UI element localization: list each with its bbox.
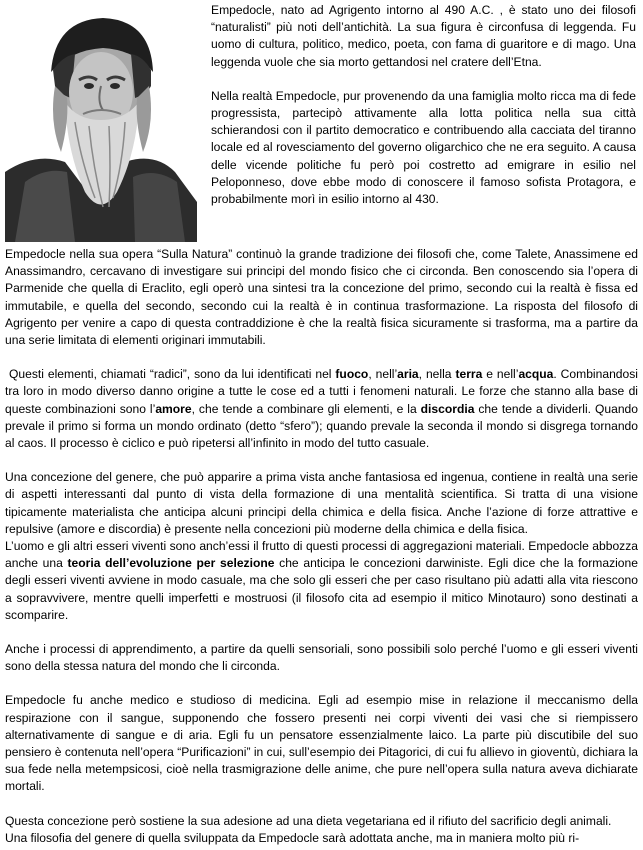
paragraph-6: L’uomo e gli altri esseri viventi sono anch’essi il frutto di questi processi di aggregazioni materiali. Empedocle abbozza anche una teoria dell’evoluzione per selezione che anticipa le concezioni darwiniste. Egli dice che la formazione degli esseri viventi avviene in modo casuale, ma che solo gli esseri che per caso risultano più adatti alla vita riescono a sopravvivere, mentre quelli imperfetti e mostruosi (il filosofo cita ad esempio il mitico Minotauro) sono destinati a scomparire. <box>5 539 638 622</box>
main-text <box>5 246 638 847</box>
bold-term: teoria dell’evoluzione per selezione <box>67 556 275 571</box>
intro-text <box>211 2 636 246</box>
intro-paragraph-2: Nella realtà Empedocle, pur provenendo da una famiglia molto ricca ma di fede progressista, partecipò attivamente alla lotta politica nella sua città schierandosi con il partito democratico e contribuendo alla cacciata del tiranno locale ed al rovesciamento del governo oligarchico che ne era seguito. A causa delle vicende politiche fu però poi costretto ad emigrare in esilio nel Peloponneso, dove ebbe modo di conoscere il famoso sofista Protagora, e probabilmente morì in esilio intorno al 430. <box>211 88 636 207</box>
paragraph-7: Anche i processi di apprendimento, a partire da quelli sensoriali, sono possibili solo perché l’uomo e gli esseri viventi sono della stessa natura del mondo che li circonda. <box>5 642 638 674</box>
paragraph-10: Una filosofia del genere di quella sviluppata da Empedocle sarà adottata anche, ma in maniera molto più ri- <box>5 830 580 845</box>
bold-term: amore <box>155 401 192 416</box>
bold-term: fuoco <box>335 367 369 382</box>
header-section <box>5 0 638 246</box>
document-page <box>5 0 638 847</box>
paragraph-3: Empedocle nella sua opera “Sulla Natura” continuò la grande tradizione dei filosofi che, come Talete, Anassimene ed Anassimandro, cercavano di investigare sui principi del mondo fisico che ci circonda. Ben conoscendo sia l’opera di Parmenide che quella di Eraclito, egli operò una sintesi tra la concezione del primo, secondo cui la realtà è fissa ed immutabile, e quella del secondo, secondo cui la realtà è in continua trasformazione. La risposta del filosofo di Agrigento per venire a capo di questa contraddizione è che la realtà fisica sicuramente si trasforma, ma a partire da una serie limitata di elementi originari immutabili. <box>5 247 638 348</box>
bold-term: terra <box>455 367 483 382</box>
paragraph-4: Questi elementi, chiamati “radici”, sono da lui identificati nel fuoco, nell’aria, nella terra e nell’acqua. Combinandosi tra loro in modo diverso danno origine a tutte le cose ed a tutti i fenomeni naturali. Le forze che stanno alla base di queste combinazioni sono l’amore, che tende a combinare gli elementi, e la discordia che tende a dividerli. Quando prevale il primo si forma un mondo ordinato (detto “sfero”); quando prevale la seconda il mondo si disgrega tornando al caos. Il processo è ciclico e può ripetersi all’infinito in modo del tutto casuale. <box>5 367 639 451</box>
bold-term: discordia <box>420 401 475 416</box>
bold-term: aria <box>397 367 419 382</box>
intro-paragraph-1: Empedocle, nato ad Agrigento intorno al 490 A.C. , è stato uno dei filosofi “naturalisti” più noti dell’antichità. La sua figura è circonfusa di leggenda. Fu uomo di cultura, politico, medico, poeta, con fama di guaritore e di mago. Una leggenda vuole che sia morto gettandosi nel cratere dell’Etna. <box>211 3 636 69</box>
paragraph-9: Questa concezione però sostiene la sua adesione ad una dieta vegetariana ed il rifiuto del sacrificio degli animali. <box>5 813 612 828</box>
bold-term: acqua <box>518 367 554 382</box>
paragraph-8: Empedocle fu anche medico e studioso di medicina. Egli ad esempio mise in relazione il meccanismo della respirazione con il sangue, supponendo che fossero presenti nei corpi viventi dei vasi che si riempissero alternativamente di sangue e di aria. Egli fu un pensatore essenzialmente laico. La parte più discutibile del suo pensiero è contenuta nell’opera “Purificazioni” in cui, sull’esempio dei Pitagorici, di cui fu allievo in gioventù, dichiara la sua fede nella metempsicosi, cioè nella trasmigrazione delle anime, che pure nell’opera sulla natura aveva dichiarate mortali. <box>5 693 638 794</box>
paragraph-5: Una concezione del genere, che può apparire a prima vista anche fantasiosa ed ingenua, contiene in realtà una serie di aspetti interessanti dal punto di vista della formazione di una mentalità scientifica. Si tratta di una visione tipicamente materialista che anticipa alcuni principi della chimica e della fisica. Anche l’azione di forze attrattive e repulsive (amore e discordia) è presente nella concezioni più moderne della chimica e della fisica. <box>5 470 638 536</box>
empedocles-portrait <box>5 2 197 242</box>
